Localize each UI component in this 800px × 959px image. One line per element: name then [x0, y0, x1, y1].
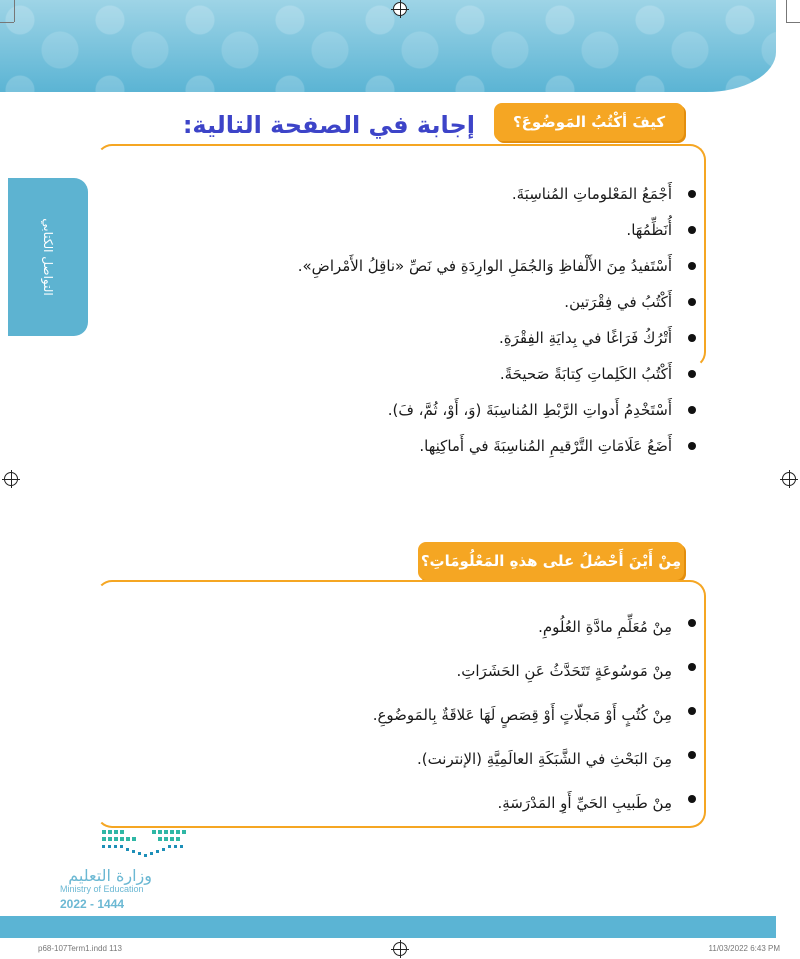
list-item: أَضَعُ عَلَامَاتِ التَّرْقيمِ المُناسِبَةَ في أَماكِنِها.	[180, 428, 700, 464]
list-item: مِنْ طَبيبِ الحَيِّ أَوِ المَدْرَسَةِ.	[180, 781, 700, 825]
registration-mark-icon	[4, 472, 18, 486]
crop-mark	[14, 0, 15, 22]
registration-mark-icon	[782, 472, 796, 486]
ministry-logo-icon	[100, 828, 192, 862]
ministry-name-en: Ministry of Education	[60, 884, 144, 894]
section-heading-text: كيفَ أكْتُبُ المَوضُوعَ؟	[512, 113, 666, 131]
crop-mark	[786, 22, 800, 23]
steps-list	[180, 176, 700, 464]
sources-list	[180, 605, 700, 825]
ministry-year: 2022 - 1444	[60, 897, 125, 911]
list-item: أَكْتُبُ الكَلِماتِ كِتابَةً صَحيحَةً.	[180, 356, 700, 392]
print-timestamp: 11/03/2022 6:43 PM	[708, 944, 780, 953]
side-tab-label: التواصل الكتابي	[41, 218, 55, 296]
list-item: مِنْ مُعَلِّمِ مادَّةِ العُلُومِ.	[180, 605, 700, 649]
list-item: أَكْتُبُ في فِقْرَتين.	[180, 284, 700, 320]
registration-mark-icon	[393, 2, 407, 16]
print-file-name: p68-107Term1.indd 113	[38, 944, 122, 953]
list-item: مِنْ كُتُبٍ أَوْ مَجلّاتٍ أَوْ قِصَصٍ لَهَا عَلاقَةٌ بِالمَوضُوعِ.	[180, 693, 700, 737]
crop-mark	[0, 22, 14, 23]
top-banner	[0, 0, 776, 92]
bottom-band	[0, 916, 776, 938]
list-item: أَتْرُكُ فَرَاغًا في بِدايَةِ الفِقْرَةِ.	[180, 320, 700, 356]
top-banner-pattern	[0, 0, 776, 92]
ministry-name-ar: وزارة التعليم	[68, 866, 152, 885]
sources-heading-text: مِنْ أَيْنَ أَحْصُلُ على هذهِ المَعْلُومَاتِ؟	[420, 552, 682, 570]
crop-mark	[786, 0, 787, 22]
chapter-side-tab	[8, 178, 88, 336]
list-item: أَسْتَفيدُ مِنَ الأَلْفاظِ وَالجُمَلِ الوارِدَةِ في نَصِّ «ناقِلُ الأَمْراضِ».	[180, 248, 700, 284]
list-item: أُنَظِّمُهَا.	[180, 212, 700, 248]
answer-note-text: إجابة في الصفحة التالية:	[182, 111, 475, 139]
list-item: أَسْتَخْدِمُ أَدواتِ الرَّبْطِ المُناسِبَةَ (وَ، أَوْ، ثُمَّ، فَ).	[180, 392, 700, 428]
section-heading-sources	[418, 542, 684, 580]
list-item: أَجْمَعُ المَعْلوماتِ المُناسِبَةَ.	[180, 176, 700, 212]
answer-note	[182, 111, 475, 139]
list-item: مِنَ البَحْثِ في الشَّبَكَةِ العالَمِيَّةِ (الإنترنت).	[180, 737, 700, 781]
section-heading-how-to-write	[494, 103, 684, 141]
registration-mark-icon	[393, 942, 407, 956]
list-item: مِنْ مَوسُوعَةٍ تَتَحَدَّثُ عَنِ الحَشَرَاتِ.	[180, 649, 700, 693]
